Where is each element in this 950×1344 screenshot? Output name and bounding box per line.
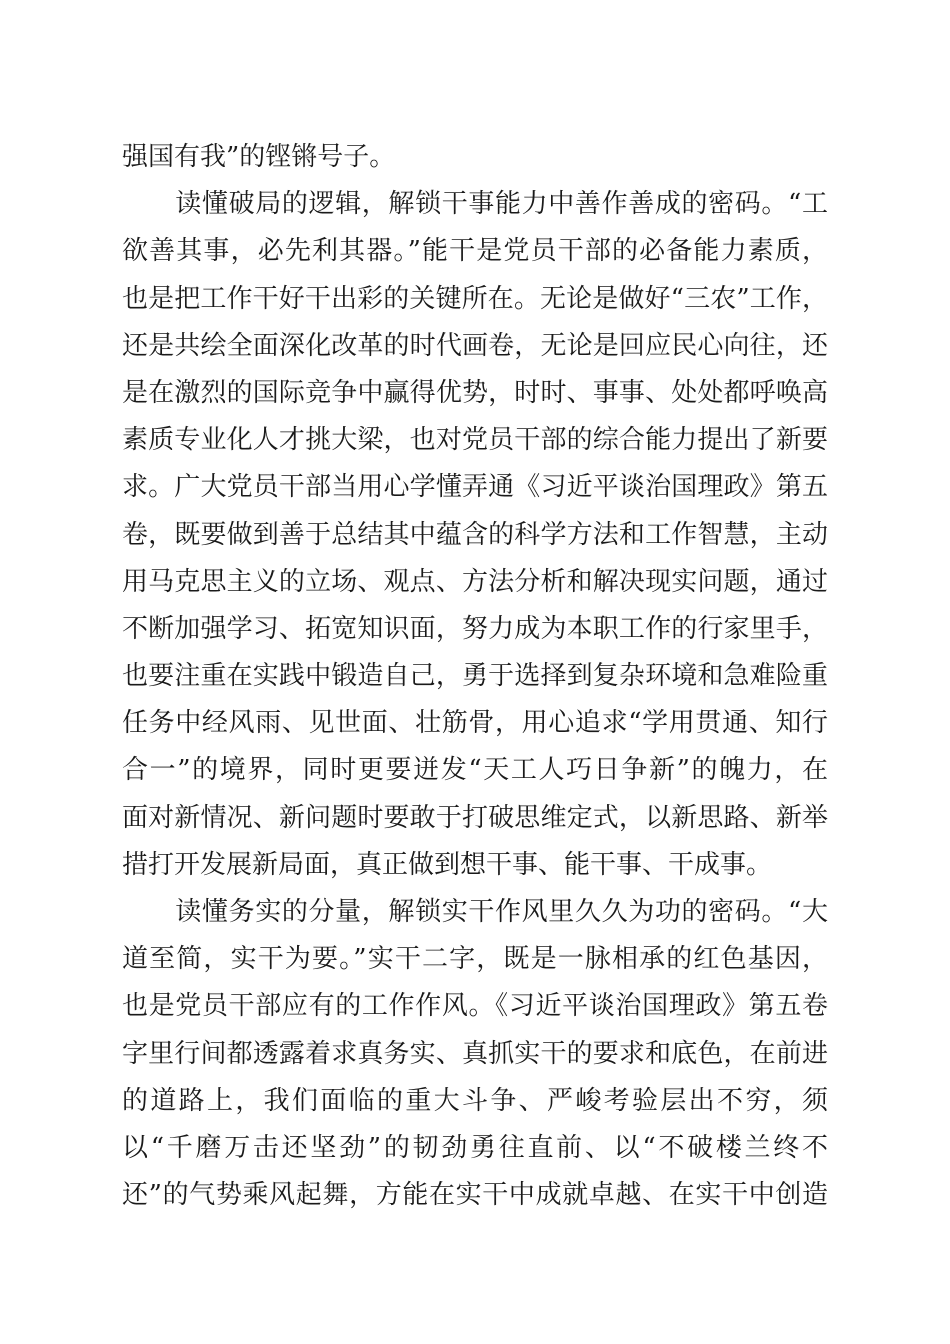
text-line: 欲善其事，必先利其器。”能干是党员干部的必备能力素质， (122, 236, 828, 267)
text-line: 任务中经风雨、见世面、壮筋骨，用心追求“学用贯通、知行 (122, 708, 828, 739)
text-line: 也是党员干部应有的工作作风。《习近平谈治国理政》第五卷 (122, 991, 828, 1022)
text-line: 读懂破局的逻辑，解锁干事能力中善作善成的密码。“工 (122, 189, 828, 220)
text-line: 也是把工作干好干出彩的关键所在。无论是做好“三农”工作， (122, 283, 828, 314)
text-line: 读懂务实的分量，解锁实干作风里久久为功的密码。“大 (122, 897, 828, 927)
text-line: 强国有我”的铿锵号子。 (122, 142, 396, 172)
text-line: 措打开发展新局面，真正做到想干事、能干事、干成事。 (122, 849, 773, 880)
text-line: 不断加强学习、拓宽知识面，努力成为本职工作的行家里手， (122, 613, 828, 644)
text-line: 字里行间都透露着求真务实、真抓实干的要求和底色，在前进 (122, 1038, 828, 1069)
text-line: 还”的气势乘风起舞，方能在实干中成就卓越、在实干中创造 (122, 1180, 828, 1211)
text-line: 也要注重在实践中锻造自己，勇于选择到复杂环境和急难险重 (122, 661, 828, 692)
text-line: 求。广大党员干部当用心学懂弄通《习近平谈治国理政》第五 (122, 472, 828, 503)
text-line: 面对新情况、新问题时要敢于打破思维定式，以新思路、新举 (122, 802, 828, 833)
body-text (122, 134, 828, 1219)
text-line: 素质专业化人才挑大梁，也对党员干部的综合能力提出了新要 (122, 425, 828, 456)
text-line: 是在激烈的国际竞争中赢得优势，时时、事事、处处都呼唤高 (122, 377, 828, 408)
text-line: 道至简，实干为要。”实干二字，既是一脉相承的红色基因， (122, 944, 828, 975)
text-line: 的道路上，我们面临的重大斗争、严峻考验层出不穷，须 (122, 1085, 828, 1116)
text-line: 卷，既要做到善于总结其中蕴含的科学方法和工作智慧，主动 (122, 519, 828, 550)
text-line: 用马克思主义的立场、观点、方法分析和解决现实问题，通过 (122, 566, 828, 597)
text-line: 以“千磨万击还坚劲”的韧劲勇往直前、以“不破楼兰终不 (122, 1132, 828, 1163)
text-line: 还是共绘全面深化改革的时代画卷，无论是回应民心向往，还 (122, 330, 828, 361)
text-line: 合一”的境界，同时更要迸发“天工人巧日争新”的魄力，在 (122, 755, 828, 786)
